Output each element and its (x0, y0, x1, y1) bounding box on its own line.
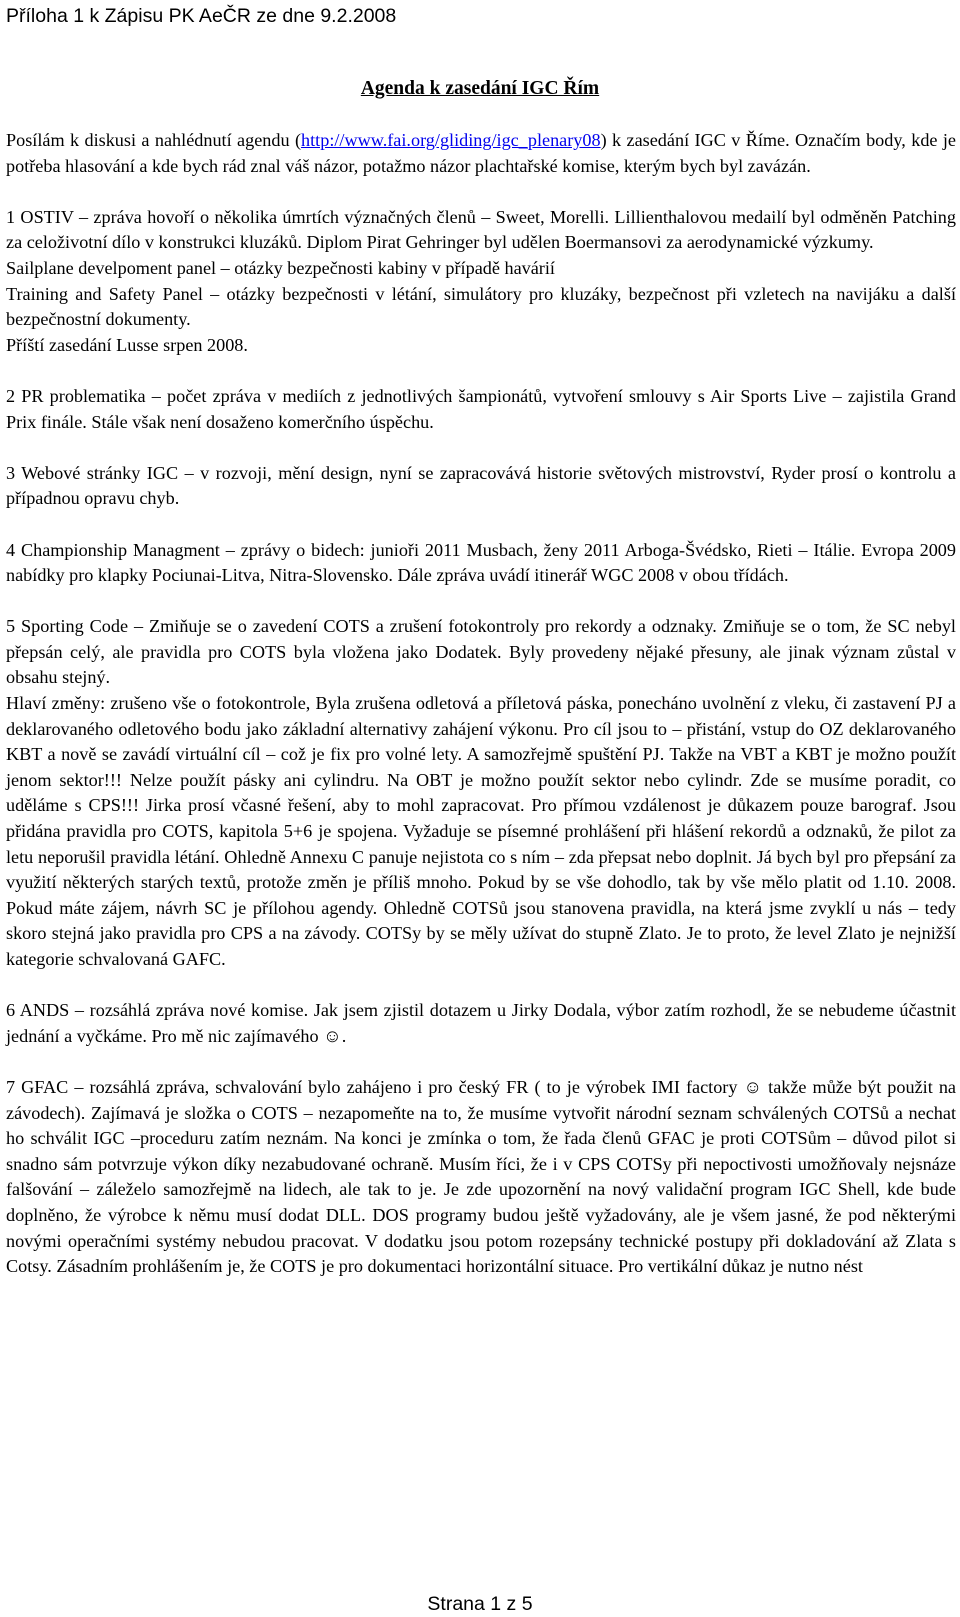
agenda-paragraph: Hlaví změny: zrušeno vše o fotokontrole, Byla zrušena odletová a příletová páska, ponecháno uvolnění z vleku, či zastavení PJ a deklarovaného odletového bodu jako základní alternativy zahájení výkonu. Pro cíl jsou to – přistání, vstup do OZ deklarovaného KBT a nově se zavádí virtuální cíl – což je fix pro volné lety. A samozřejmě spuštění PJ. Takže na VBT a KBT je možno použít jenom sektor!!! Nelze použít pásky ani cylindru. Na OBT je možno použít sektor nebo cylindr. Zde se musíme poradit, co uděláme s CPS!!! Jirka prosí včasné řešení, aby to mohl zapracovat. Pro přímou vzdálenost je důkazem pouze barograf. Jsou přidána pravidla pro COTS, kapitola 5+6 je spojena. Vyžaduje se písemné prohlášení při hlášení rekordů a odznaků, že pilot za letu neporušil pravidla létání. Ohledně Annexu C panuje nejistota co s ním – zda přepsat nebo doplnit. Já bych byl pro přepsání za využití některých starých textů, protože změn je příliš mnoho. Pokud by se vše dohodlo, tak by vše mělo platit od 1.10. 2008. Pokud máte zájem, návrh SC je přílohou agendy. Ohledně COTSů jsou stanovena pravidla, na která jsme zvyklí u nás – tedy skoro stejná jako pravidla pro CPS a na závody. COTSy by se měly užívat do stupně Zlato. Je to proto, že level Zlato je nejnižší kategorie schvalovaná GAFC. (6, 693, 956, 969)
agenda-paragraph: 3 Webové stránky IGC – v rozvoji, mění design, nyní se zapracovává historie světových mistrovství, Ryder prosí o kontrolu a případnou opravu chyb. (6, 462, 956, 509)
agenda-paragraph: 5 Sporting Code – Zmiňuje se o zavedení COTS a zrušení fotokontroly pro rekordy a odznaky. Zmiňuje se o tom, že SC nebyl přepsán celý, ale pravidla pro COTS byla vložena jako Dodatek. Byly provedeny nějaké přesuny, ale jinak význam zůstal v obsahu stejný. (6, 616, 956, 688)
agenda-paragraph: Příští zasedání Lusse srpen 2008. (6, 334, 248, 355)
page-number: Strana 1 z 5 (427, 1593, 533, 1615)
agenda-paragraph: Training and Safety Panel – otázky bezpečnosti v létání, simulátory pro kluzáky, bezpečnost při vzletech na navijáku a další bezpečnostní dokumenty. (6, 283, 956, 330)
agenda-paragraph: 7 GFAC – rozsáhlá zpráva, schvalování bylo zahájeno i pro český FR ( to je výrobek IMI factory ☺ takže může být použit na závodech). Zajímavá je složka o COTS – nezapomeňte na to, že musíme vytvořit národní seznam schválených COTSů a nechat ho schválit IGC –proceduru zatím neznám. Na konci je zmínka o tom, že řada členů GFAC je proti COTSům – důvod pilot si snadno sám potvrzuje výkon díky nezabudované ochraně. Musím říci, že i v CPS COTSy při nepoctivosti umožňovaly nejsnáze falšování – záleželo samozřejmě na lidech, ale tak to je. Je zde upozornění na nový validační program IGC Shell, kde bude doplněno, že výrobce k němu musí dodat DLL. DOS programy budou ještě vyžadovány, ale je všem jasné, že pod některými novými operačními systémy nebudou pracovat. V dodatku jsou potom rozepsány technické postupy při dokladování až Zlata s Cotsy. Zásadním prohlášením je, že COTS je pro dokumentaci horizontální situace. Pro vertikální důkaz je nutno nést (6, 1076, 956, 1277)
document-body (6, 128, 956, 1280)
intro-text-before: Posílám k diskusi a nahlédnutí agendu ( (6, 130, 302, 150)
intro-text-after: ) k zasedání IGC v Říme. Označím body, kde je potřeba hlasování a kde bych rád znal váš názor, potažmo názor plachtařské komise, kterým bych byl zavázán. (6, 130, 956, 176)
plenary-link[interactable]: http://www.fai.org/gliding/igc_plenary08 (301, 130, 601, 150)
agenda-paragraph: 6 ANDS – rozsáhlá zpráva nové komise. Jak jsem zjistil dotazem u Jirky Dodala, výbor zatím rozhodl, že se nebudeme účastnit jednání a vyčkáme. Pro mě nic zajímavého ☺. (6, 1000, 956, 1046)
agenda-paragraph: 1 OSTIV – zpráva hovoří o několika úmrtích význačných členů – Sweet, Morelli. Lillienthalovou medailí byl odměněn Patching za celoživotní dílo v konstrukci kluzáků. Diplom Pirat Gehringer byl udělen Boermansovi za aerodynamické výzkumy. (6, 206, 956, 253)
agenda-paragraph: 2 PR problematika – počet zpráva v mediích z jednotlivých šampionátů, vytvoření smlouvy s Air Sports Live – zajistila Grand Prix finále. Stále však není dosaženo komerčního úspěchu. (6, 385, 956, 432)
agenda-title: Agenda k zasedání IGC Řím (360, 78, 600, 99)
agenda-paragraph: 4 Championship Managment – zprávy o bidech: junioři 2011 Musbach, ženy 2011 Arboga-Švédsko, Rieti – Itálie. Evropa 2009 nabídky pro klapky Pociunai-Litva, Nitra-Slovensko. Dále zpráva uvádí itinerář WGC 2008 v obou třídách. (6, 539, 956, 586)
document-header: Příloha 1 k Zápisu PK AeČR ze dne 9.2.2008 (6, 5, 397, 27)
agenda-paragraph: Sailplane develpoment panel – otázky bezpečnosti kabiny v případě havárií (6, 257, 555, 278)
intro-paragraph (6, 128, 956, 179)
